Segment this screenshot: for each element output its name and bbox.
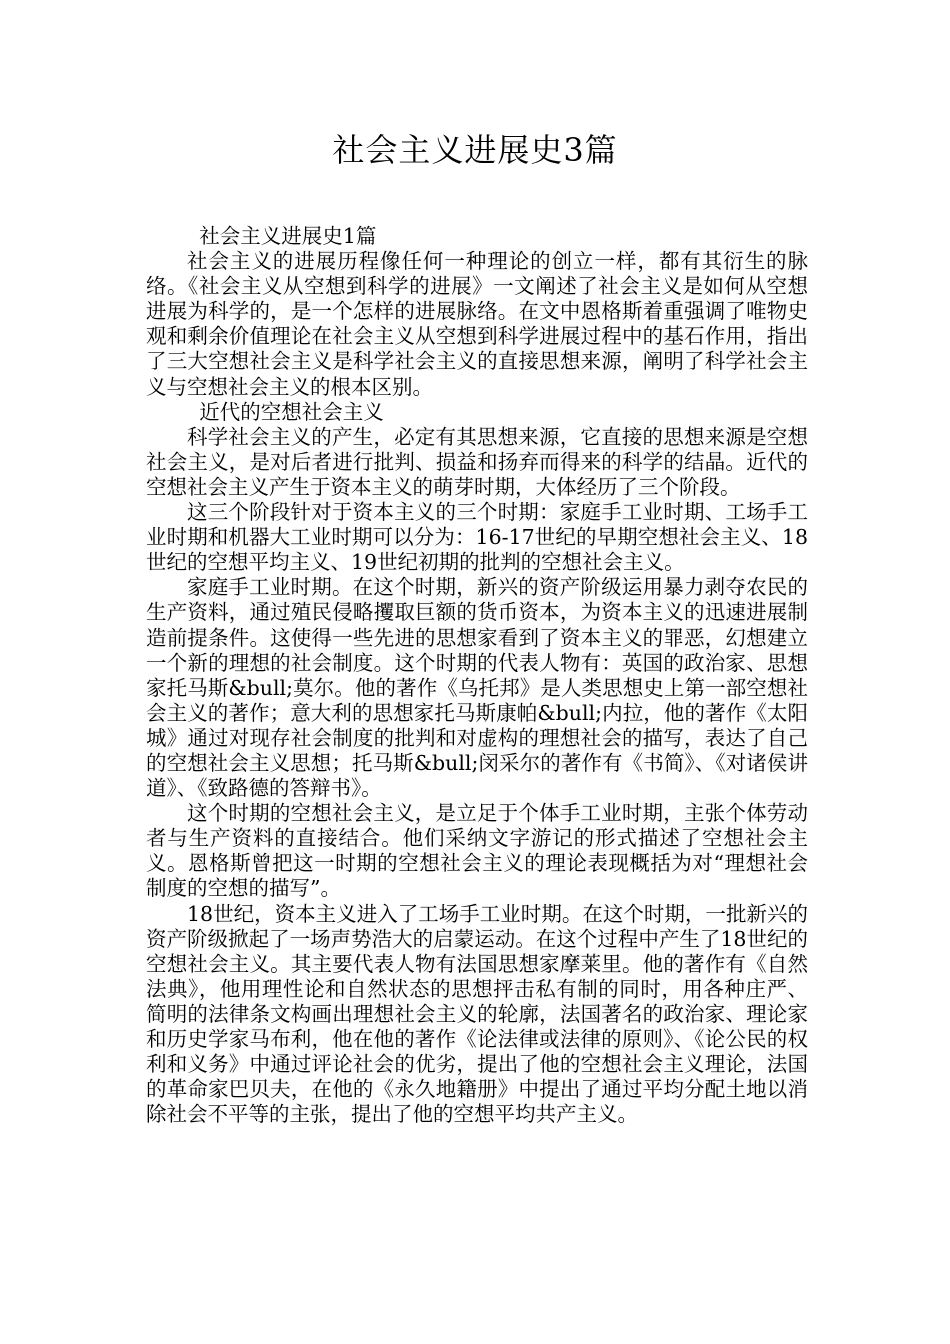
body-paragraph: 社会主义的进展历程像任何一种理论的创立一样，都有其衍生的脉络。《社会主义从空想到科学的进展》一文阐述了社会主义是如何从空想进展为科学的，是一个怎样的进展脉络。在文中恩格斯着重强调了唯物史观和剩余价值理论在社会主义从空想到科学进展过程中的基石作用，指出了三大空想社会主义是科学社会主义的直接思想来源，阐明了科学社会主义与空想社会主义的根本区别。: [146, 249, 808, 399]
document-title: 社会主义进展史3篇: [332, 131, 618, 169]
body-paragraph: 家庭手工业时期。在这个时期，新兴的资产阶级运用暴力剥夺农民的生产资料，通过殖民侵略攫取巨额的货币资本，为资本主义的迅速进展制造前提条件。这使得一些先进的思想家看到了资本主义的罪恶，幻想建立一个新的理想的社会制度。这个时期的代表人物有：英国的政治家、思想家托马斯&bull;莫尔。他的著作《乌托邦》是人类思想史上第一部空想社会主义的著作；意大利的思想家托马斯康帕&bull;内拉，他的著作《太阳城》通过对现存社会制度的批判和对虚构的理想社会的描写，表达了自己的空想社会主义思想；托马斯&bull;闵采尔的著作有《书简》、《对诸侯讲道》、《致路德的答辩书》。: [146, 575, 808, 801]
section-heading: 社会主义进展史1篇: [199, 224, 377, 248]
body-paragraph: 这三个阶段针对于资本主义的三个时期：家庭手工业时期、工场手工业时期和机器大工业时期可以分为：16-17世纪的早期空想社会主义、18世纪的空想平均主义、19世纪初期的批判的空想社会主义。: [146, 500, 808, 575]
body-paragraph: 这个时期的空想社会主义，是立足于个体手工业时期，主张个体劳动者与生产资料的直接结合。他们采纳文字游记的形式描述了空想社会主义。恩格斯曾把这一时期的空想社会主义的理论表现概括为对“理想社会制度的空想的描写”。: [146, 801, 808, 901]
body-paragraph: 科学社会主义的产生，必定有其思想来源，它直接的思想来源是空想社会主义，是对后者进行批判、损益和扬弃而得来的科学的结晶。近代的空想社会主义产生于资本主义的萌芽时期，大体经历了三个阶段。: [146, 424, 808, 499]
body-paragraph: 18世纪，资本主义进入了工场手工业时期。在这个时期，一批新兴的资产阶级掀起了一场声势浩大的启蒙运动。在这个过程中产生了18世纪的空想社会主义。其主要代表人物有法国思想家摩莱里。他的著作有《自然法典》，他用理性论和自然状态的思想抨击私有制的同时，用各种庄严、简明的法律条文构画出理想社会主义的轮廓，法国著名的政治家、理论家和历史学家马布利，他在他的著作《论法律或法律的原则》、《论公民的权利和义务》中通过评论社会的优劣，提出了他的空想社会主义理论，法国的革命家巴贝夫，在他的《永久地籍册》中提出了通过平均分配土地以消除社会不平等的主张，提出了他的空想平均共产主义。: [146, 901, 808, 1127]
section-heading: 近代的空想社会主义: [199, 399, 384, 424]
document-body: [146, 224, 808, 1127]
